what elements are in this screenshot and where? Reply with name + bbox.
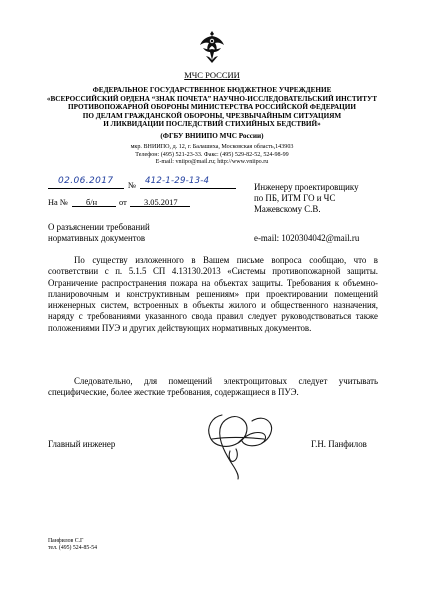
org-line: ФЕДЕРАЛЬНОЕ ГОСУДАРСТВЕННОЕ БЮДЖЕТНОЕ УЧРЕЖДЕНИЕ bbox=[92, 86, 332, 94]
body-paragraph: По существу изложенного в Вашем письме вопроса сообщаю, что в соответствии с п. 5.1.5 СП 4.13130.2013 «Системы противопожарной защиты. Ограничение распространения пожара на объектах защиты. Требования к объемно-планировочным и конструктивным решениям» при проектировании помещений инженерных систем, встроенных в объекты жилого и общественного назначения, наряду с требованиями указанного свода правил следует руководствоваться также положениями ПУЭ и других действующих нормативных документов. bbox=[48, 255, 378, 333]
outgoing-date: 02.06.2017 bbox=[58, 176, 114, 186]
ref-date: 3.05.2017 bbox=[144, 198, 178, 207]
body-paragraph: Следовательно, для помещений электрощитовых следует учитывать специфические, более жесткие требования, содержащиеся в ПУЭ. bbox=[48, 376, 378, 398]
org-line: ПО ДЕЛАМ ГРАЖДАНСКОЙ ОБОРОНЫ, ЧРЕЗВЫЧАЙНЫМ СИТУАЦИЯМ bbox=[82, 111, 342, 120]
executor-phone: тел. (495) 524-85-54 bbox=[48, 545, 98, 552]
recipient-block bbox=[254, 182, 404, 216]
web-line: E-mail: vniipo@mail.ru; http://www.vniipo.ru bbox=[155, 159, 269, 166]
handwritten-signature bbox=[192, 395, 288, 481]
ref-number: б/н bbox=[86, 198, 98, 207]
subject-line: нормативных документов bbox=[48, 233, 146, 243]
recipient-line: Мажевскому С.В. bbox=[254, 204, 321, 215]
number-underline bbox=[140, 188, 236, 189]
signatory-title: Главный инженер bbox=[48, 439, 116, 449]
address-line: мкр. ВНИИПО, д. 12, г. Балашиха, Московская область,143903 bbox=[130, 144, 294, 150]
letter-subject bbox=[48, 222, 238, 244]
ministry-name: МЧС РОССИИ bbox=[184, 70, 240, 80]
subject-line: О разъяснении требований bbox=[48, 222, 150, 232]
organization-name bbox=[40, 86, 384, 129]
phone-line: Телефон: (495) 521-23-33. Факс: (495) 529-82-52, 524-98-99 bbox=[135, 151, 289, 158]
executor-info bbox=[48, 538, 97, 553]
outgoing-number: 412-1-29-13-4 bbox=[145, 176, 210, 186]
org-line: ПРОТИВОПОЖАРНОЙ ОБОРОНЫ МИНИСТЕРСТВА РОССИЙСКОЙ ФЕДЕРАЦИИ bbox=[68, 103, 356, 112]
executor-name: Панфилов С.Г bbox=[48, 538, 84, 544]
ref-label: На № bbox=[48, 198, 68, 207]
recipient-line: по ПБ, ИТМ ГО и ЧС bbox=[254, 193, 336, 204]
org-line: И ЛИКВИДАЦИИ ПОСЛЕДСТВИЙ СТИХИЙНЫХ БЕДСТВИЙ» bbox=[103, 120, 321, 129]
org-line: «ВСЕРОССИЙСКИЙ ОРДЕНА “ЗНАК ПОЧЕТА” НАУЧНО-ИССЛЕДОВАТЕЛЬСКИЙ ИНСТИТУТ bbox=[46, 94, 378, 103]
signatory-name: Г.Н. Панфилов bbox=[311, 439, 367, 449]
recipient-line: Инженеру проектировщику bbox=[254, 182, 359, 192]
number-label: № bbox=[128, 181, 136, 190]
recipient-email: e-mail: 1020304042@mail.ru bbox=[254, 233, 360, 243]
ref-from-label: от bbox=[119, 198, 127, 207]
date-underline bbox=[48, 188, 124, 189]
organization-contacts bbox=[60, 144, 364, 167]
emercom-emblem-icon bbox=[197, 30, 227, 64]
organization-short-name: (ФГБУ ВНИИПО МЧС России) bbox=[160, 132, 264, 140]
